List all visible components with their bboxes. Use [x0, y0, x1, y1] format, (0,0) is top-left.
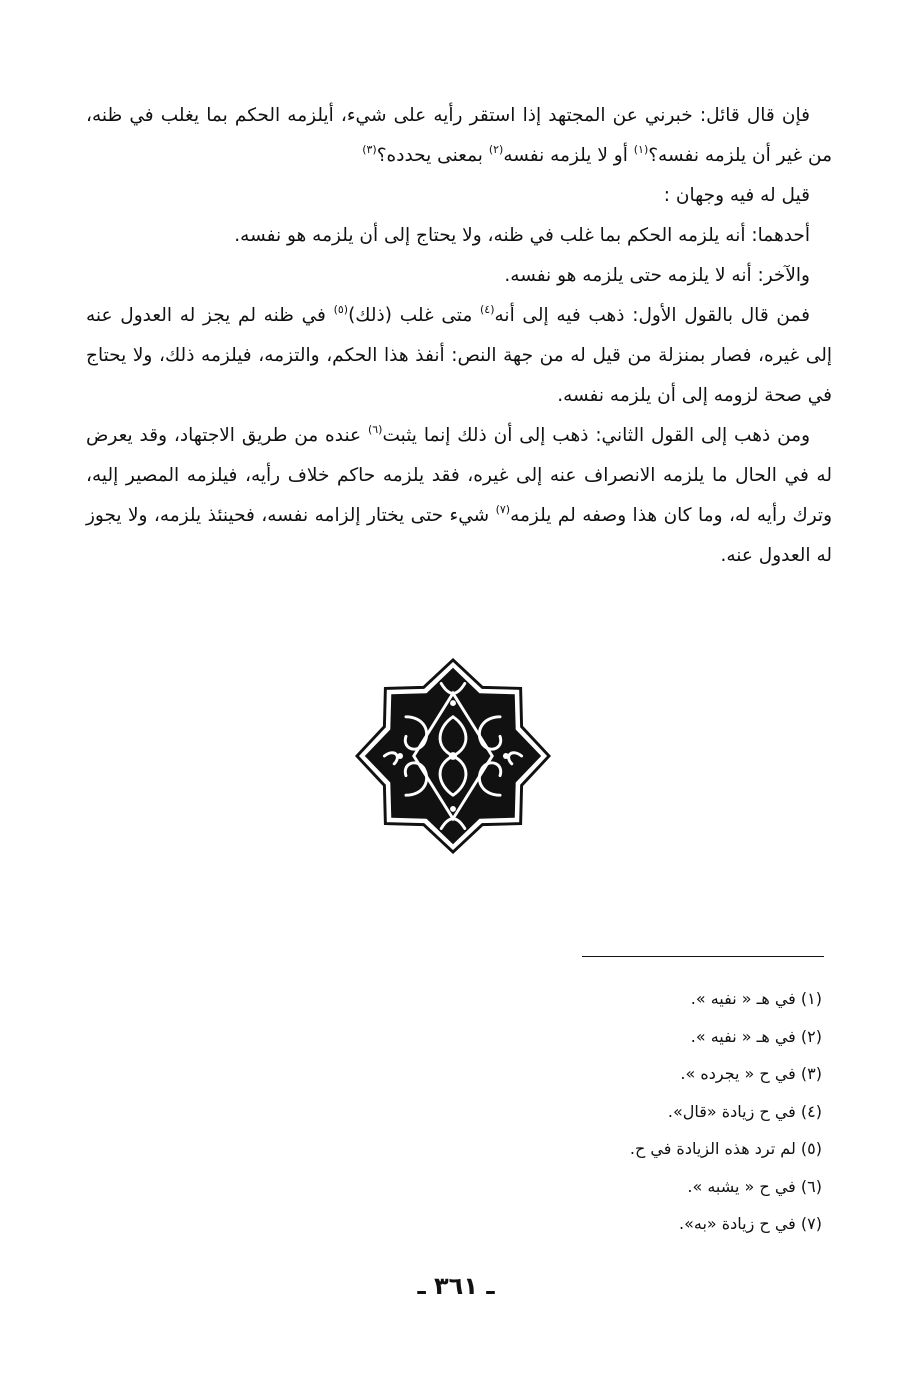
paragraph-second-view: والآخر: أنه لا يلزمه حتى يلزمه هو نفسه.	[504, 265, 810, 286]
paragraph-first-opinion: فمن قال بالقول الأول: ذهب فيه إلى أنه$^{(٤)}$ متى غلب (ذلك)$^{(٥)}$ في ظنه لم يجز له العدول عنه إلى غيره، فصار بمنزلة من قيل له من جهة النص: أنفذ هذا الحكم، والتزمه، فيلزمه ذلك، ولا يحتاج في صحة لزومه إلى أن يلزمه نفسه.	[86, 303, 832, 406]
star-ornament-icon	[355, 658, 551, 854]
footnote-6: (٦) في ح « يشبه ».	[687, 1176, 822, 1196]
footnote-ref-6[interactable]: (٦)	[367, 423, 383, 436]
paragraph-second-opinion: ومن ذهب إلى القول الثاني: ذهب إلى أن ذلك إنما يثبت$^{(٦)}$ عنده من طريق الاجتهاد، وقد يعرض له في الحال ما يلزمه الانصراف عنه إلى غيره، فقد يلزمه حاكم خلاف رأيه، فيلزمه المصير إليه، وترك رأيه له، وما كان هذا وصفه لم يلزمه$^{(٧)}$ شيء حتى يختار إلزامه نفسه، فحينئذ يلزمه، ولا يجوز له العدول عنه.	[86, 423, 832, 566]
paragraph-answer: قيل له فيه وجهان :	[663, 185, 810, 206]
footnote-ref-5[interactable]: (٥)	[333, 303, 349, 316]
footnote-ref-3[interactable]: (٣)	[362, 143, 377, 156]
footnote-ref-1[interactable]: (١)	[633, 143, 649, 156]
paragraph-first-view: أحدهما: أنه يلزمه الحكم بما غلب في ظنه، ولا يحتاج إلى أن يلزمه هو نفسه.	[234, 225, 810, 246]
paragraph-question: فإن قال قائل: خبرني عن المجتهد إذا استقر رأيه على شيء، أيلزمه الحكم بما يغلب في ظنه، من غير أن يلزمه نفسه؟$^{(١)}$ أو لا يلزمه نفسه$^{(٢)}$ بمعنى يحدده؟$^{(٣)}$	[86, 105, 832, 166]
footnote-ref-7[interactable]: (٧)	[495, 503, 511, 516]
footnote-5: (٥) لم ترد هذه الزيادة في ح.	[629, 1139, 822, 1158]
footnote-ref-4[interactable]: (٤)	[480, 303, 495, 316]
footnote-7: (٧) في ح زيادة «به».	[679, 1214, 822, 1233]
main-text	[86, 96, 832, 576]
footnote-ref-2[interactable]: (٢)	[488, 143, 504, 156]
footnotes-list	[402, 980, 822, 1243]
footnote-1: (١) في هـ « نفيه ».	[690, 989, 822, 1008]
footnote-2: (٢) في هـ « نفيه ».	[690, 1026, 822, 1046]
footnote-3: (٣) في ح « يجرده ».	[680, 1064, 822, 1083]
page-number: ـ ٣٦١ ـ	[417, 1272, 495, 1300]
footnote-separator	[582, 956, 824, 957]
footnote-4: (٤) في ح زيادة «قال».	[667, 1101, 822, 1121]
